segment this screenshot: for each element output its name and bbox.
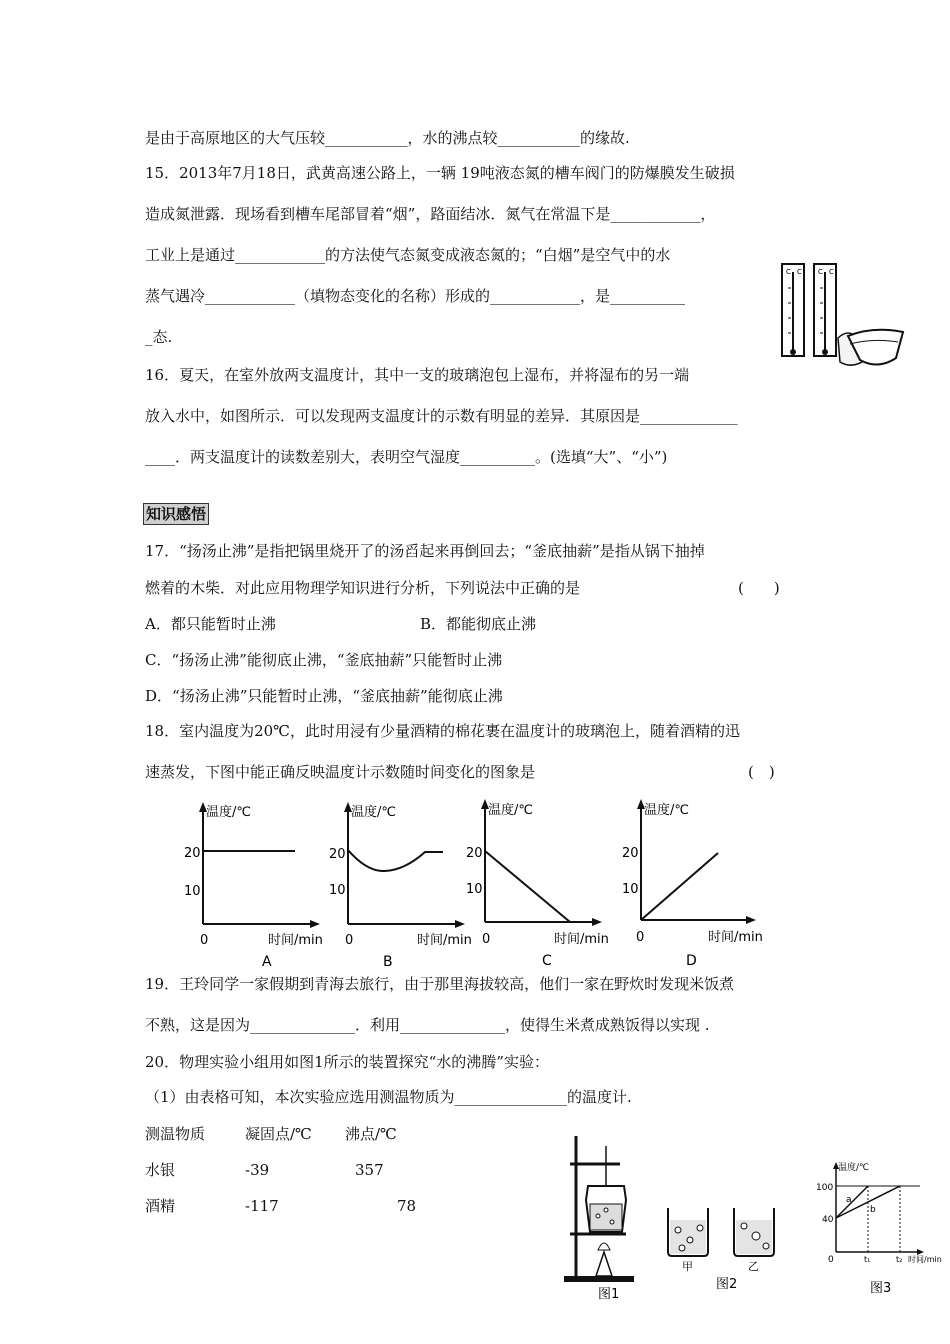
table-cell: -39 bbox=[245, 1161, 270, 1179]
table-header: 凝固点/℃ bbox=[245, 1125, 312, 1143]
graph-letter: B bbox=[383, 954, 393, 970]
table-cell: 78 bbox=[397, 1197, 417, 1215]
graph-tick: 10 bbox=[329, 883, 346, 898]
beaker-label: 乙 bbox=[748, 1260, 759, 1273]
table-cell: 酒精 bbox=[145, 1197, 176, 1215]
graph-ylabel: 温度/℃ bbox=[488, 803, 533, 818]
graph-origin: 0 bbox=[636, 930, 645, 945]
text-line: 放入水中，如图所示．可以发现两支温度计的示数有明显的差异．其原因是_____________ bbox=[145, 407, 738, 425]
figure3-curve-label: b bbox=[870, 1205, 876, 1215]
figure3-xlabel: 时间/min bbox=[908, 1255, 942, 1264]
text-line: 燃着的木柴．对此应用物理学知识进行分析，下列说法中正确的是 bbox=[145, 579, 581, 597]
text-line: 工业上是通过____________的方法使气态氮变成液态氮的；“白烟”是空气中的水 bbox=[145, 246, 671, 264]
question-16: 16．夏天，在室外放两支温度计，其中一支的玻璃泡包上湿布，并将湿布的另一端 bbox=[145, 366, 690, 384]
table-header: 测温物质 bbox=[145, 1125, 206, 1143]
svg-text:C: C bbox=[829, 268, 834, 276]
graph-origin: 0 bbox=[482, 932, 491, 947]
figure-2-beakers bbox=[660, 1200, 790, 1300]
text-line: 是由于高原地区的大气压较___________，水的沸点较___________的缘故. bbox=[145, 129, 630, 147]
graph-ylabel: 温度/℃ bbox=[644, 803, 689, 818]
option-d: D．“扬汤止沸”只能暂时止沸，“釜底抽薪”能彻底止沸 bbox=[145, 687, 503, 705]
figure3-tick: t₁ bbox=[864, 1255, 871, 1264]
graph-tick: 10 bbox=[466, 882, 483, 897]
question-20-part1: （1）由表格可知，本次实验应选用测温物质为_______________的温度计. bbox=[145, 1088, 632, 1106]
figure-caption: 图1 bbox=[598, 1287, 620, 1302]
figure3-tick: 40 bbox=[822, 1215, 834, 1225]
graph-ylabel: 温度/℃ bbox=[351, 805, 396, 820]
text-line: ____．两支温度计的读数差别大，表明空气湿度__________。(选填“大”、“小”) bbox=[145, 448, 668, 466]
text-line: 不熟，这是因为______________．利用______________，使得生米煮成熟饭得以实现 . bbox=[145, 1016, 710, 1034]
table-cell: 水银 bbox=[145, 1161, 176, 1179]
graph-tick: 10 bbox=[184, 884, 201, 899]
text-line: _态. bbox=[145, 328, 173, 346]
answer-paren: ( ) bbox=[748, 763, 775, 781]
text-line: 速蒸发，下图中能正确反映温度计示数随时间变化的图象是 bbox=[145, 763, 536, 781]
option-a: A．都只能暂时止沸 bbox=[145, 615, 276, 633]
graph-b bbox=[325, 798, 475, 970]
question-20: 20．物理实验小组用如图1所示的装置探究“水的沸腾”实验： bbox=[145, 1053, 549, 1071]
figure3-tick: t₂ bbox=[896, 1255, 903, 1264]
figure-3-graph bbox=[808, 1158, 942, 1298]
option-c: C．“扬汤止沸”能彻底止沸，“釜底抽薪”只能暂时止沸 bbox=[145, 651, 503, 669]
figure-caption: 图3 bbox=[870, 1281, 892, 1296]
text-line: 造成氮泄露．现场看到槽车尾部冒着“烟”，路面结冰．氮气在常温下是____________， bbox=[145, 205, 716, 223]
option-b: B．都能彻底止沸 bbox=[420, 615, 537, 633]
graph-tick: 20 bbox=[622, 846, 639, 861]
graph-letter: D bbox=[686, 953, 697, 969]
question-17: 17．“扬汤止沸”是指把锅里烧开了的汤舀起来再倒回去；“釜底抽薪”是指从锅下抽掉 bbox=[145, 542, 705, 560]
graph-ylabel: 温度/℃ bbox=[206, 805, 251, 820]
figure3-ylabel: 温度/℃ bbox=[838, 1163, 870, 1173]
question-15: 15．2013年7月18日，武黄高速公路上，一辆 19吨液态氮的槽车阀门的防爆膜发生破损 bbox=[145, 164, 735, 182]
graph-a bbox=[180, 798, 330, 970]
text-line: 蒸气遇冷____________（填物态变化的名称）形成的____________，是__________ bbox=[145, 287, 686, 305]
graph-xlabel: 时间/min bbox=[554, 932, 609, 947]
question-18: 18．室内温度为20℃，此时用浸有少量酒精的棉花裹在温度计的玻璃泡上，随着酒精的迅 bbox=[145, 722, 740, 740]
table-cell: 357 bbox=[355, 1161, 384, 1179]
graph-tick: 20 bbox=[466, 846, 483, 861]
graph-xlabel: 时间/min bbox=[417, 933, 472, 948]
table-header: 沸点/℃ bbox=[345, 1125, 397, 1143]
beaker-label: 甲 bbox=[682, 1260, 693, 1273]
graph-origin: 0 bbox=[345, 933, 354, 948]
graph-xlabel: 时间/min bbox=[268, 933, 323, 948]
section-title: 知识感悟 bbox=[143, 503, 209, 525]
figure3-curve-label: a bbox=[846, 1195, 852, 1205]
svg-text:C: C bbox=[786, 268, 791, 276]
graph-c bbox=[462, 795, 612, 967]
table-cell: -117 bbox=[245, 1197, 279, 1215]
graph-d bbox=[616, 795, 766, 967]
graph-origin: 0 bbox=[200, 933, 209, 948]
graph-tick: 20 bbox=[184, 846, 201, 861]
graph-tick: 20 bbox=[329, 847, 346, 862]
thermometer-illustration bbox=[778, 258, 913, 378]
svg-text:C: C bbox=[818, 268, 823, 276]
svg-text:C: C bbox=[797, 268, 802, 276]
figure-1-apparatus bbox=[560, 1128, 650, 1303]
answer-paren: ( ) bbox=[738, 579, 780, 597]
graph-tick: 10 bbox=[622, 882, 639, 897]
figure3-tick: 100 bbox=[816, 1183, 834, 1193]
graph-xlabel: 时间/min bbox=[708, 930, 763, 945]
graph-letter: C bbox=[542, 953, 552, 969]
question-19: 19．王玲同学一家假期到青海去旅行，由于那里海拔较高，他们一家在野炊时发现米饭煮 bbox=[145, 975, 735, 993]
graph-letter: A bbox=[262, 954, 272, 970]
figure3-origin: 0 bbox=[828, 1255, 834, 1265]
figure-caption: 图2 bbox=[716, 1277, 738, 1292]
